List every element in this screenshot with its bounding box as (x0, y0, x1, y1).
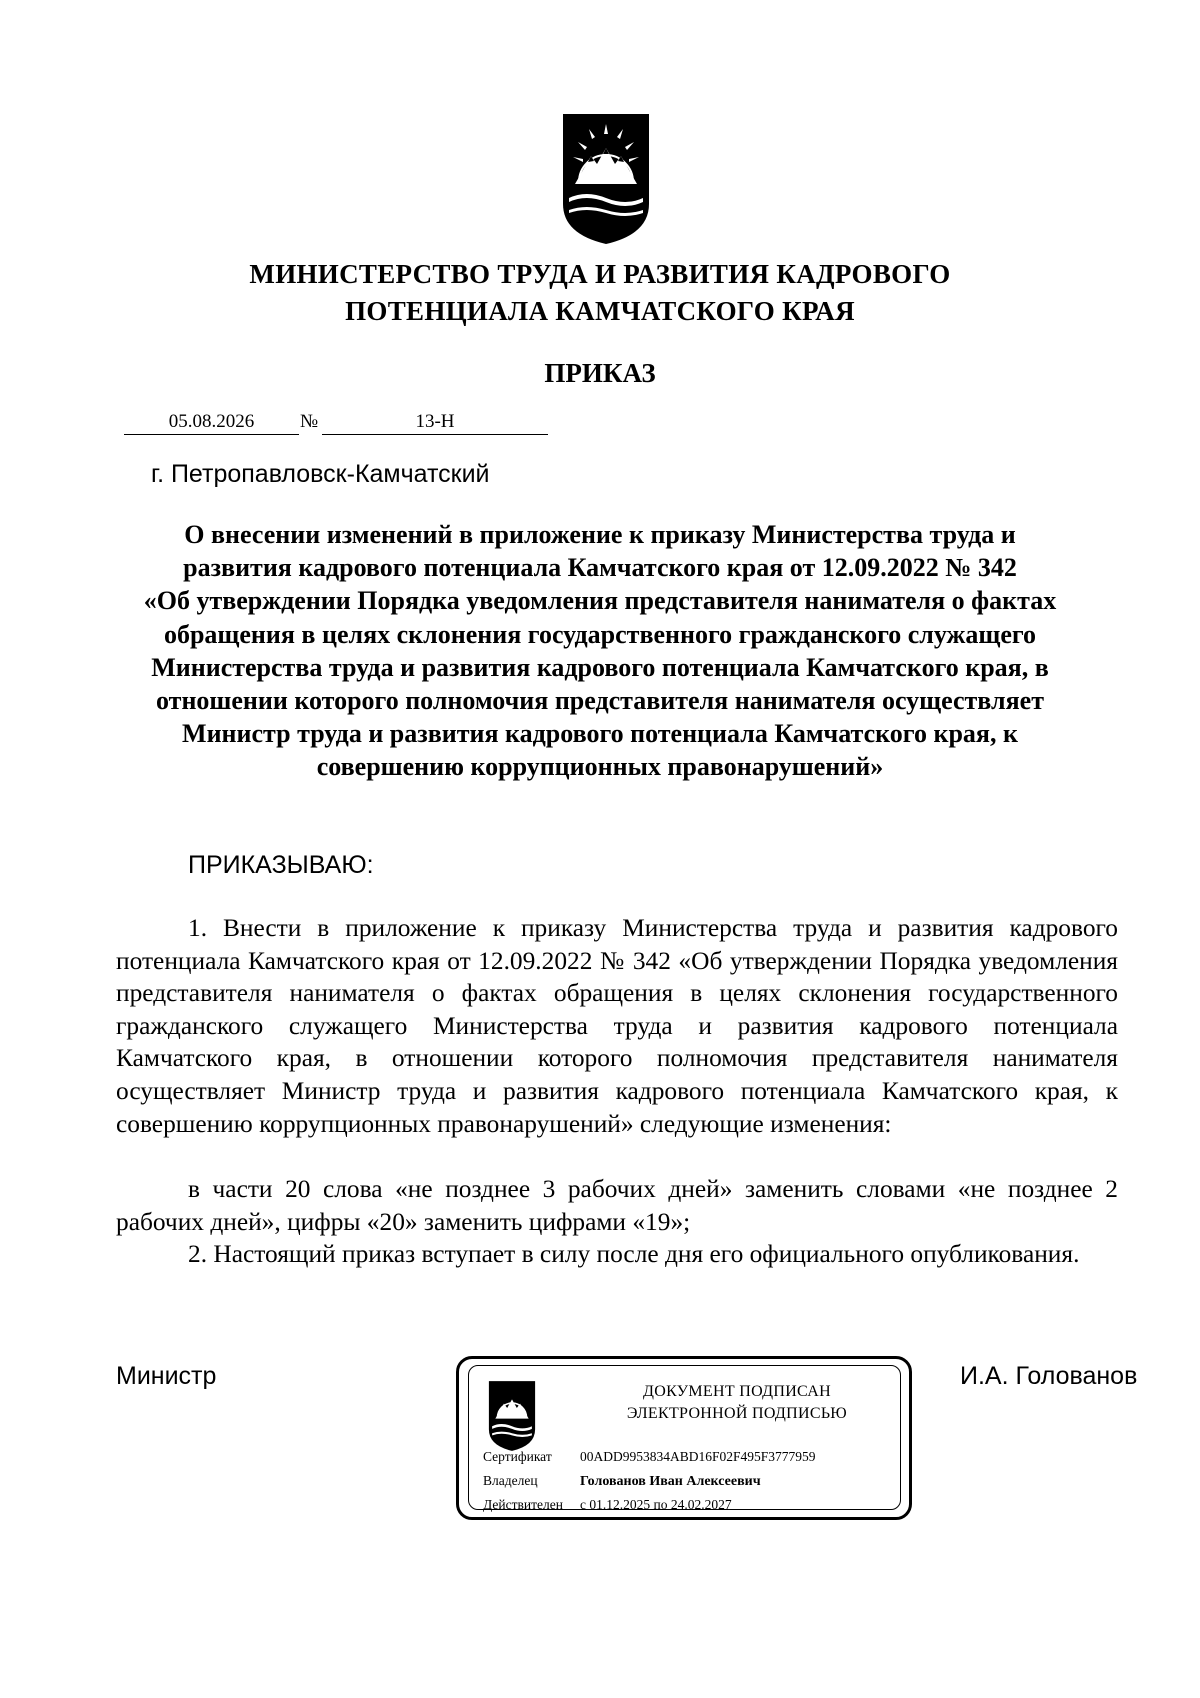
stamp-certificate-row (483, 1448, 816, 1466)
electronic-signature-stamp (456, 1356, 912, 1520)
owner-value: Голованов Иван Алексеевич (580, 1474, 761, 1489)
stamp-frame (468, 1365, 901, 1510)
body-paragraph-2-text: 2. Настоящий приказ вступает в силу после дня его официального опубликования. (188, 1240, 1080, 1268)
stamp-validity-row (483, 1496, 732, 1514)
stamp-heading-2: ЭЛЕКТРОННОЙ ПОДПИСЬЮ (626, 1405, 848, 1422)
subject-line: «Об утверждении Порядка уведомления представителя нанимателя о фактах (143, 586, 1057, 616)
subject-line: отношении которого полномочия представителя нанимателя осуществляет (156, 686, 1044, 716)
body-paragraph-1a-text: в части 20 слова «не позднее 3 рабочих дней» заменить словами «не позднее 2 рабочих дней», цифры «20» заменить цифрами «19»; (116, 1175, 1118, 1236)
body-paragraph-1 (116, 912, 1118, 1140)
order-date: 05.08.2026 (124, 410, 299, 435)
stamp-heading-1: ДОКУМЕНТ ПОДПИСАН (643, 1383, 831, 1400)
ministry-name-line2: ПОТЕНЦИАЛА КАМЧАТСКОГО КРАЯ (345, 296, 855, 326)
body-paragraph-1-text: 1. Внести в приложение к приказу Министерства труда и развития кадрового потенциала Камчатского края от 12.09.2022 № 342 «Об утверждении Порядка уведомления представителя нанимателя о фактах обращения в целях склонения государственного гражданского служащего Министерства труда и развития кадрового потенциала Камчатского края, в отношении которого полномочия представителя нанимателя осуществляет Министр труда и развития кадрового потенциала Камчатского края, к совершению коррупционных правонарушений» следующие изменения: (116, 914, 1118, 1138)
owner-label: Владелец (483, 1473, 538, 1488)
subject-line: Министр труда и развития кадрового потенциала Камчатского края, к (182, 719, 1018, 749)
city-name: г. Петропавловск-Камчатский (151, 460, 490, 488)
validity-label: Действителен (483, 1497, 563, 1512)
certificate-label: Сертификат (483, 1449, 552, 1464)
validity-value: с 01.12.2025 по 24.02.2027 (580, 1497, 732, 1512)
stamp-owner-row (483, 1472, 761, 1491)
order-subject (120, 518, 1080, 784)
signer-name: И.А. Голованов (960, 1362, 1138, 1390)
subject-line: обращения в целях склонения государственного гражданского служащего (163, 619, 1037, 649)
body-paragraph-2 (116, 1238, 1118, 1271)
certificate-value: 00ADD9953834ABD16F02F495F3777959 (580, 1449, 816, 1464)
subject-line: Министерства труда и развития кадрового потенциала Камчатского края, в (151, 652, 1049, 682)
document-type-title: ПРИКАЗ (544, 358, 656, 388)
body-paragraph-1a (116, 1173, 1118, 1238)
order-directive: ПРИКАЗЫВАЮ: (188, 851, 374, 879)
ministry-name-line1: МИНИСТЕРСТВО ТРУДА И РАЗВИТИЯ КАДРОВОГО (249, 259, 951, 289)
subject-line: О внесении изменений в приложение к приказу Министерства труда и (184, 520, 1016, 549)
subject-line: развития кадрового потенциала Камчатского края от 12.09.2022 № 342 (183, 553, 1017, 583)
number-sign: № (300, 411, 319, 432)
kamchatka-coat-of-arms-icon (486, 1380, 538, 1452)
kamchatka-coat-of-arms-icon (561, 112, 651, 246)
signer-title: Министр (116, 1362, 217, 1390)
subject-line: совершению коррупционных правонарушений» (316, 752, 884, 782)
order-number: 13-Н (322, 410, 548, 435)
